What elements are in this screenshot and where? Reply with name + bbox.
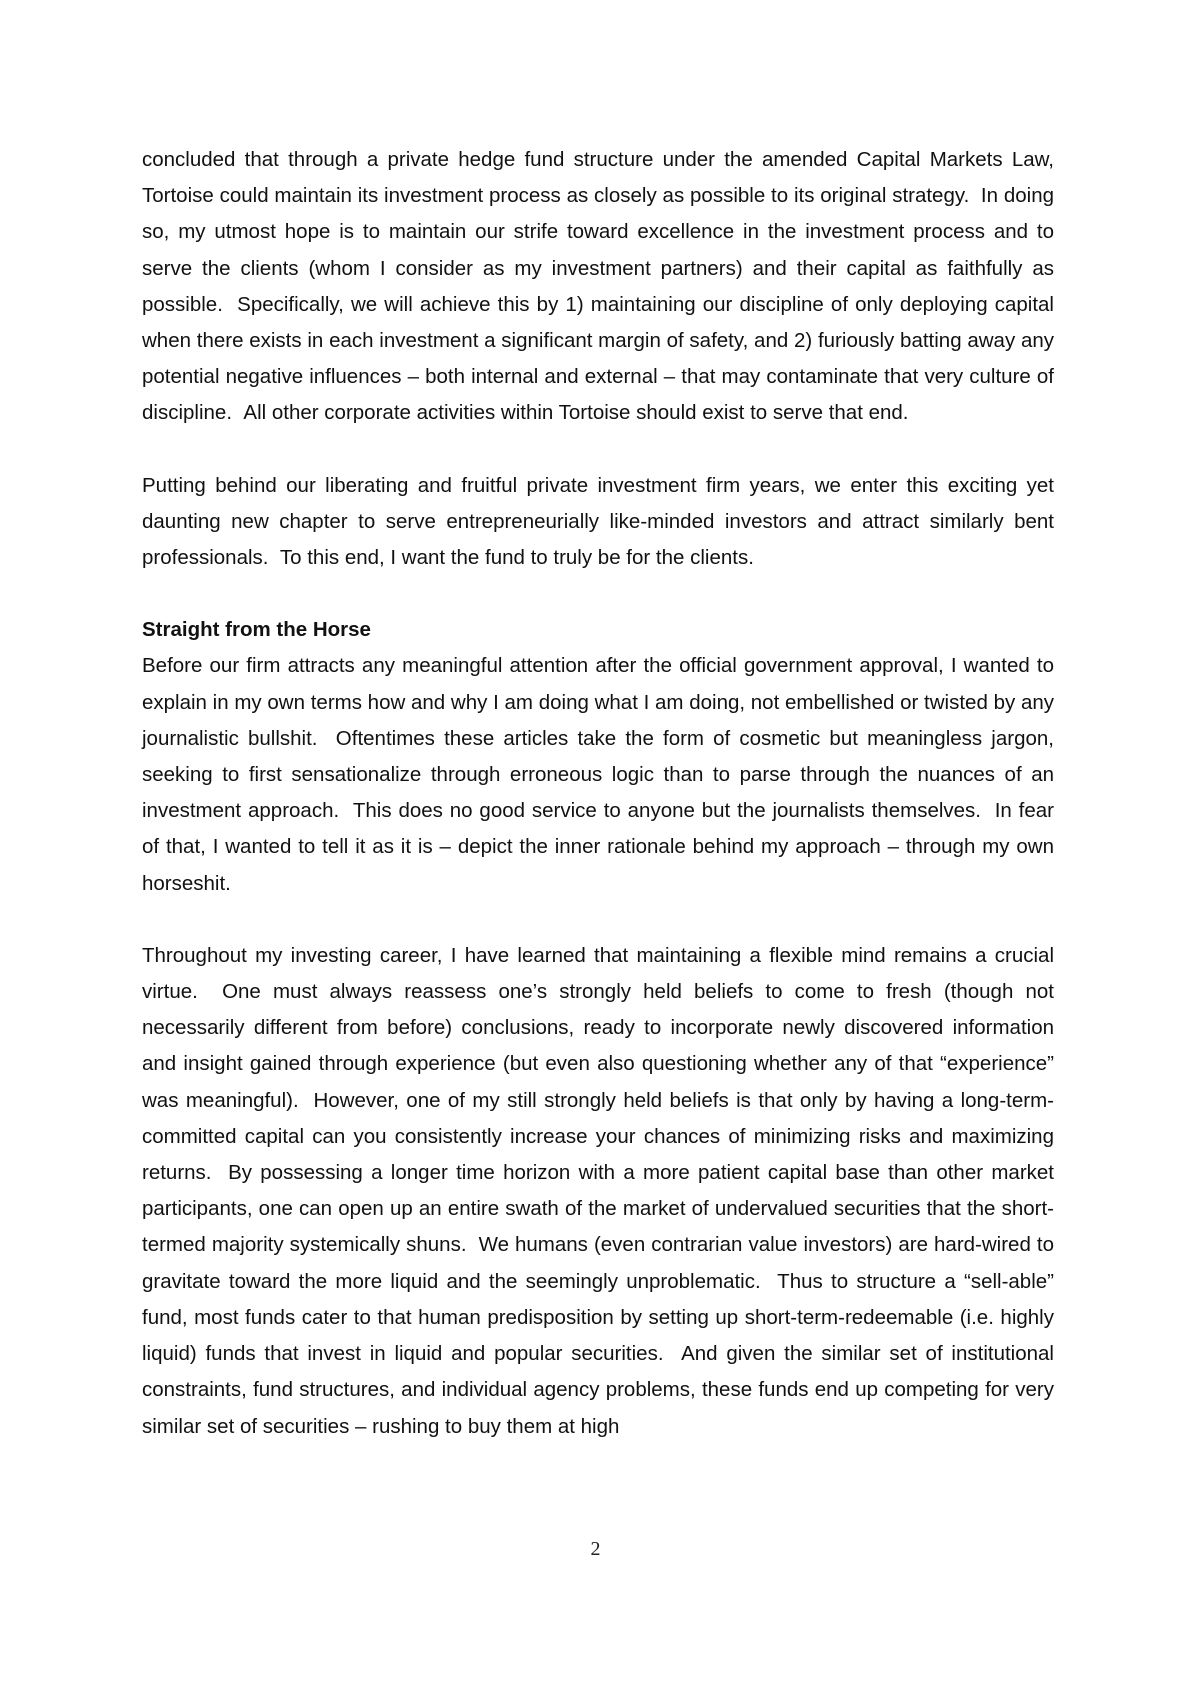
document-page [142, 142, 1054, 1445]
body-paragraph: Throughout my investing career, I have learned that maintaining a flexible mind remains a crucial virtue. One must always reassess one’s strongly held beliefs to come to fresh (though not necessarily different from before) conclusions, ready to incorporate newly discovered information and insight gained through experience (but even also questioning whether any of that “experience” was meaningful). However, one of my still strongly held beliefs is that only by having a long-term-committed capital can you consistently increase your chances of minimizing risks and maximizing returns. By possessing a longer time horizon with a more patient capital base than other market participants, one can open up an entire swath of the market of undervalued securities that the short-termed majority systemically shuns. We humans (even contrarian value investors) are hard-wired to gravitate toward the more liquid and the seemingly unproblematic. Thus to structure a “sell-able” fund, most funds cater to that human predisposition by setting up short-term-redeemable (i.e. highly liquid) funds that invest in liquid and popular securities. And given the similar set of institutional constraints, fund structures, and individual agency problems, these funds end up competing for very similar set of securities – rushing to buy them at high [142, 943, 1054, 1438]
body-paragraph: Before our firm attracts any meaningful attention after the official government approval, I wanted to explain in my own terms how and why I am doing what I am doing, not embellished or twisted by any journalistic bullshit. Oftentimes these articles take the form of cosmetic but meaningless jargon, seeking to first sensationalize through erroneous logic than to parse through the nuances of an investment approach. This does no good service to anyone but the journalists themselves. In fear of that, I wanted to tell it as it is – depict the inner rationale behind my approach – through my own horseshit. [142, 654, 1054, 895]
body-paragraph: Putting behind our liberating and fruitful private investment firm years, we enter this exciting yet daunting new chapter to serve entrepreneurially like-minded investors and attract similarly bent professionals. To this end, I want the fund to truly be for the clients. [142, 473, 1054, 570]
page-number: 2 [590, 1538, 601, 1560]
section-heading: Straight from the Horse [142, 618, 371, 642]
body-paragraph: concluded that through a private hedge fund structure under the amended Capital Markets Law, Tortoise could maintain its investment process as closely as possible to its original strategy. In doing so, my utmost hope is to maintain our strife toward excellence in the investment process and to serve the clients (whom I consider as my investment partners) and their capital as faithfully as possible. Specifically, we will achieve this by 1) maintaining our discipline of only deploying capital when there exists in each investment a significant margin of safety, and 2) furiously batting away any potential negative influences – both internal and external – that may contaminate that very culture of discipline. All other corporate activities within Tortoise should exist to serve that end. [142, 148, 1054, 425]
